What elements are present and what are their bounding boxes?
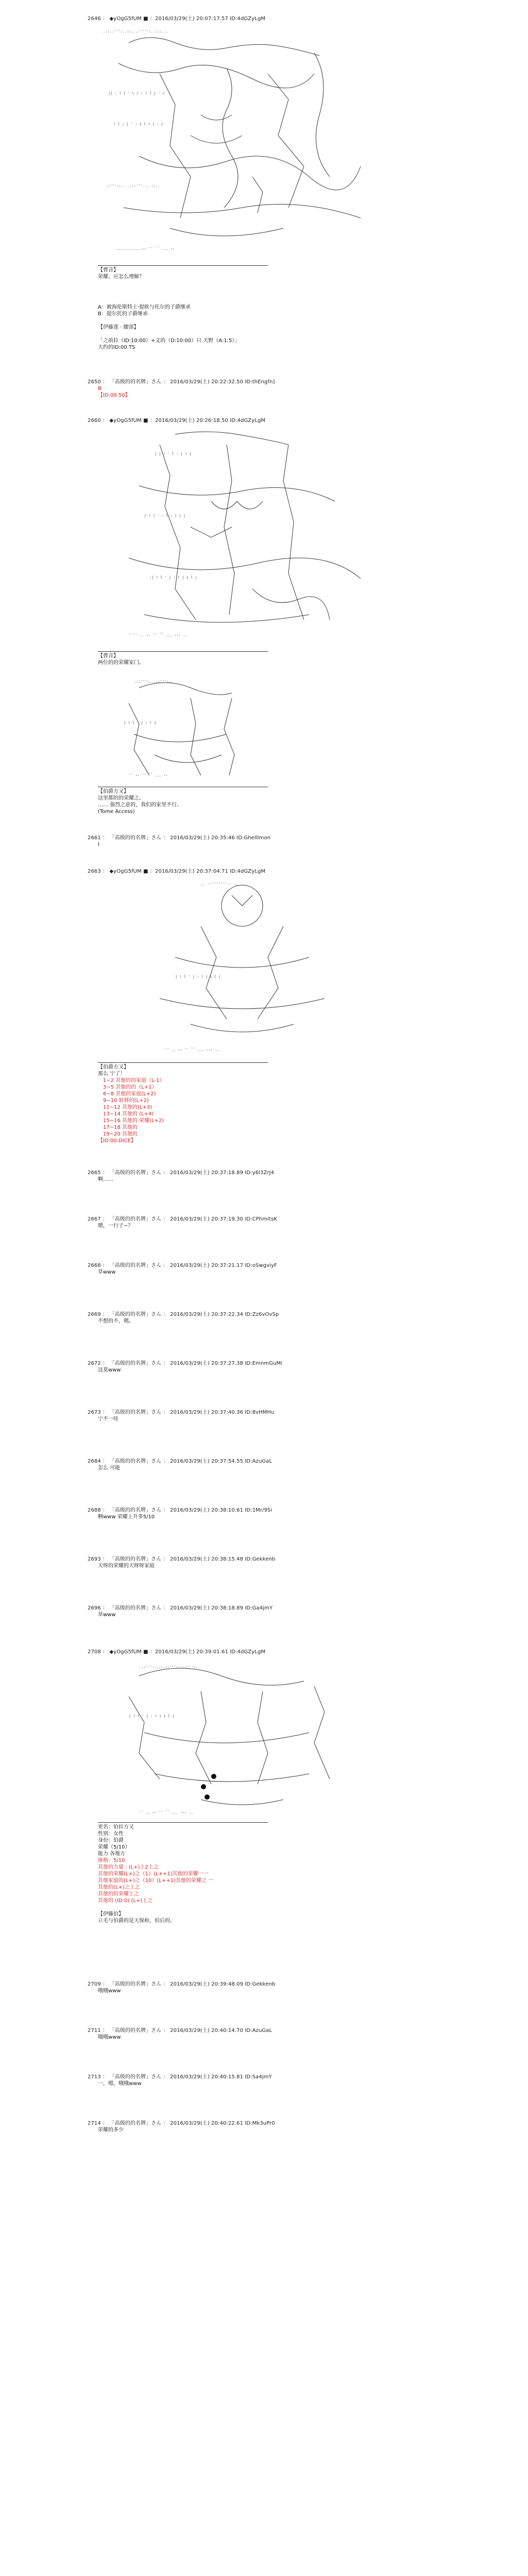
caption-line: 更名：伯拉方又 — [98, 1824, 134, 1830]
stat-line: 其他的力量 : (L+)上2上之 — [98, 1865, 159, 1870]
post-header: 2668 ： 「高级的的名牌」さん ： 2016/03/29(土) 20:37:21.17 ID:oSwgviyF — [88, 1263, 277, 1268]
post-header: 2669 ： 「高级的的名牌」さん ： 2016/03/29(土) 20:37:22.34 ID:Zz6vOvSp — [88, 1312, 279, 1317]
caption-line: (Tome Access) — [98, 809, 135, 815]
thread-post — [88, 2074, 402, 2087]
post-line: 怎么 可能 — [98, 1465, 121, 1471]
caption-line: 【曹音】 — [98, 653, 118, 659]
thread-post — [88, 1409, 402, 1422]
dice-option: 11~12 其他的(L+3) — [103, 1105, 152, 1110]
stat-line: 体格：5/10 — [98, 1858, 125, 1863]
post-line: 草www — [98, 1612, 116, 1618]
ascii-art-drawing — [98, 1655, 386, 1820]
thread-post — [88, 1981, 402, 1994]
ascii-art-drawing — [98, 22, 386, 264]
post-line: A：被海伦斯特土·提欧与托尔的子爵继承 — [98, 304, 191, 310]
caption-line: 身份：伯爵 — [98, 1838, 124, 1843]
svg-text:.::''':..::.::''':..::''':..: .::''':..::.::''':..::''':.. — [139, 1665, 200, 1669]
svg-text:| ! l ' | : ! | i l |: | ! l ' | : ! | i l | — [175, 975, 221, 979]
svg-text::| ! l ' | : ! | i l |: :| ! l ' | : ! | i l | — [149, 575, 197, 580]
caption-line: 性别：女性 — [98, 1831, 124, 1837]
post-header: 2709 ： 「高级的的名牌」さん ： 2016/03/29(土) 20:39:48.09 ID:Gekkenb — [88, 1981, 276, 1987]
post-header: 2708 ： ◆yOgG5fUM ■ ：2016/03/29(土) 20:39:01.61 ID:4dGZyLgM — [88, 1649, 266, 1655]
svg-text:‐‐ ,, -‐ '' ___ ,,: ‐‐ ,, -‐ '' ___ ,, — [129, 772, 168, 776]
post-line: 大约的ID:00.TS — [98, 345, 135, 350]
thread-post — [88, 1649, 402, 1820]
post-header: 2663 ： ◆yOgG5fUM ■ ：2016/03/29(土) 20:37:04.71 ID:4dGZyLgM — [88, 869, 266, 874]
stat-line: 其他的的荣耀上之 — [98, 1891, 139, 1897]
dice-option: 3~5 其他的的（L+1） — [103, 1084, 157, 1090]
post-line: 【伊藤伯】 — [98, 1911, 124, 1917]
stat-line: 其他的 (ID:0) (L+)上之 — [98, 1898, 153, 1904]
ascii-art-figure-2 — [98, 424, 386, 646]
caption-box — [98, 787, 268, 815]
dice-option: 17~18 其他的 — [103, 1125, 138, 1130]
thread-post — [88, 417, 402, 646]
stat-line: 其他的(L+)之上之 — [98, 1885, 140, 1890]
caption-line: 两位的的荣耀家门。 — [98, 660, 144, 666]
svg-text:____________,, -‐ '' ___ ,,: ____________,, -‐ '' ___ ,, — [116, 246, 175, 250]
caption-line: 荣耀、应怎么理解？ — [98, 274, 144, 280]
post-header: 2661 ： 「高级的的名牌」さん ： 2016/03/29(土) 20:35:46 ID:Ghelllmon — [88, 835, 271, 841]
caption-line: 能力 各地方 — [98, 1851, 126, 1857]
post-line: 哦哦www — [98, 1988, 121, 1994]
svg-text:! l ; | ' : i l ! | : /: ! l ; | ' : i l ! | : / — [113, 122, 163, 126]
post-line: 立毛与伯爵的是天保和，伯后的。 — [98, 1918, 175, 1924]
post-header: 2714 ： 「高级的的名牌」さん ： 2016/03/29(土) 20:40:22.61 ID:Mk3uPr0 — [88, 2121, 275, 2126]
caption-line: 【伯爵方又】 — [98, 789, 129, 794]
caption-line: 【伯爵方又】 — [98, 1064, 129, 1070]
post-header: 2665 ： 「高级的的名牌」さん ： 2016/03/29(土) 20:37:18.89 ID:y6l3ZrJ4 — [88, 1170, 275, 1176]
svg-text:‐‐ __ ,, -‐ '' ___ ,,, __: ‐‐ __ ,, -‐ '' ___ ,,, __ — [139, 1809, 194, 1814]
post-header: 2646 ： ◆yOgG5fUM ■ ：2016/03/29(土) 20:07:17.57 ID:4dGZyLgM — [88, 16, 266, 22]
post-line — [98, 317, 402, 324]
svg-text:| ! l ' | : ! | i l |: | ! l ' | : ! | i l | — [129, 1714, 175, 1718]
caption-line: 这里都的的荣耀之。 — [98, 795, 144, 801]
ascii-art-figure-4 — [98, 875, 386, 1060]
thread-post — [88, 650, 402, 666]
thread-post — [88, 1605, 402, 1618]
post-header: 2688 ： 「高级的的名牌」さん ： 2016/03/29(土) 20:38:10.61 ID:1Mr/9Si — [88, 1507, 272, 1513]
caption-box — [98, 265, 268, 280]
ascii-art-drawing — [98, 875, 386, 1060]
dice-option: 6~8 其他的家庭(L+2) — [103, 1091, 156, 1097]
thread-post — [88, 1170, 402, 1183]
dice-option: 19~20 其他的 — [103, 1131, 138, 1137]
post-line: 「之前拉（ID:10:00）+文的（D:10:00）只 天野（A:1:5）」 — [98, 338, 240, 344]
caption-box — [98, 651, 268, 666]
post-header: 2660 ： ◆yOgG5fUM ■ ：2016/03/29(土) 20:26:18.50 ID:4dGZyLgM — [88, 418, 266, 423]
svg-text:,. -‐'''''''‐- .,: ,. -‐'''''''‐- ., — [201, 882, 238, 886]
thread-post — [88, 835, 402, 848]
thread-post — [88, 2120, 402, 2133]
svg-text:.::..''':..::...:'''':..:::...: .::..''':..::...:'''':..:::... — [103, 29, 168, 33]
thread-post — [88, 1556, 402, 1569]
post-line: 荣耀的多少 — [98, 2127, 124, 2133]
post-line: 一，嗯，哦哦www — [98, 2081, 142, 2087]
thread-post — [88, 1507, 402, 1520]
ascii-art-figure-5 — [98, 1655, 386, 1820]
post-header: 2673 ： 「高级的的名牌」さん ： 2016/03/29(土) 20:37:40.36 ID:8vHMHu — [88, 1410, 275, 1415]
post-header: 2711 ： 「高级的的名牌」さん ： 2016/03/29(土) 20:40:14.70 ID:AzuGaL — [88, 2028, 272, 2033]
post-line: 啊www 荣耀上升多5/10 — [98, 1514, 155, 1520]
thread-post — [88, 1216, 402, 1229]
svg-text:| | ! ' l : | ! i: | | ! ' l : | ! i — [155, 452, 192, 456]
post-header: 2696 ： 「高级的的名牌」さん ： 2016/03/29(土) 20:38:18.89 ID:Ga4jmY — [88, 1605, 273, 1611]
caption-box — [98, 1062, 268, 1077]
post-line: 天呀的荣耀的天呀呀家庭 — [98, 1563, 155, 1569]
post-line: 草www — [98, 1269, 116, 1275]
thread-post — [88, 1458, 402, 1471]
post-line: B：提尔托的子爵继承 — [98, 311, 148, 317]
post-line: B — [98, 386, 101, 392]
caption-box — [98, 1822, 268, 1857]
post-line: 啊…… — [98, 1177, 113, 1182]
post-header: 2667 ： 「高级的的名牌」さん ： 2016/03/29(土) 20:37:19.30 ID:CPhmitsK — [88, 1216, 278, 1222]
svg-text:/ ! | ' : l ; | \ |: / ! | ' : l ; | \ | — [144, 514, 186, 518]
post-line: 嗯，一行子~？ — [98, 1223, 133, 1229]
thread-post — [88, 1061, 402, 1144]
caption-line: 那么 宁了！ — [98, 1071, 126, 1077]
post-line — [98, 1904, 402, 1911]
post-line: 这莫www — [98, 1367, 121, 1373]
dice-roll-tag: 【ID:00.DICE】 — [98, 1138, 136, 1144]
caption-line: 荣耀（5/10） — [98, 1844, 130, 1850]
post-line: 【伊藤莲 · 腰部】 — [98, 325, 139, 330]
thread-post — [88, 672, 402, 815]
dice-option: 13~14 其他的 (L+4) — [103, 1111, 154, 1117]
ascii-art-figure-3 — [98, 672, 283, 786]
post-line — [98, 331, 402, 337]
ascii-art-drawing — [98, 672, 283, 786]
dice-option: 15~16 其他的·荣耀(L+2) — [103, 1118, 164, 1124]
svg-text:.::''':...::''':..: .::''':...::''':.. — [134, 680, 173, 684]
stat-line: 其他家庭的(L+)之（10）(L++1)其他的荣耀之 一 — [98, 1878, 214, 1884]
ascii-art-figure-1 — [98, 22, 386, 264]
thread-post — [88, 304, 402, 351]
thread-post — [88, 1360, 402, 1374]
ascii-art-drawing — [98, 424, 386, 646]
thread-post — [88, 1311, 402, 1325]
thread-post — [88, 1262, 402, 1276]
svg-text:.:'''::.. ..::'''... ::..: .:'''::.. ..::'''... ::.. — [106, 184, 160, 188]
thread-post — [88, 379, 402, 399]
thread-post — [88, 1821, 402, 1924]
post-header: 2672 ： 「高级的的名牌」さん ： 2016/03/29(土) 20:37:27.38 ID:EmnmGuMi — [88, 1361, 283, 1366]
thread-post — [88, 15, 402, 280]
post-line: 【ID:00.50】 — [98, 393, 130, 398]
post-line: 不想的不，嗯。 — [98, 1318, 134, 1324]
svg-text:|| : ! | ' \ / : ! l | ' /: || : ! | ' \ / : ! l | ' / — [108, 91, 165, 95]
thread-post — [88, 2027, 402, 2041]
post-header: 2693 ： 「高级的的名牌」さん ： 2016/03/29(土) 20:38:15.48 ID:Gekkenb — [88, 1556, 276, 1562]
post-header: 2650 ： 「高级的的名牌」さん ： 2016/03/29(土) 20:22:32.50 ID:thEngfn] — [88, 379, 275, 385]
post-line: Ⅰ — [98, 842, 99, 848]
caption-line: 【曹音】 — [98, 267, 118, 273]
post-line: 哦哦www — [98, 2035, 121, 2040]
dice-option: 9~10 转移的(L+2) — [103, 1098, 149, 1104]
thread-post — [88, 868, 402, 1060]
stat-line: 其他的荣耀(L+)之（1）(L++1)其他的荣耀一一 — [98, 1871, 209, 1877]
dice-option: 1~2 其他的的家庭（L-1） — [103, 1078, 165, 1083]
svg-text:‐‐‐‐ __ ,, -‐ '' ___ ,,, __: ‐‐‐‐ __ ,, -‐ '' ___ ,,, __ — [129, 632, 188, 636]
svg-text:‐‐ __ ,, -‐ '' ___ ,,, __: ‐‐ __ ,, -‐ '' ___ ,,, __ — [165, 1047, 219, 1051]
post-line: 宁不一哇 — [98, 1416, 118, 1422]
post-header: 2713 ： 「高级的的名牌」さん ： 2016/03/29(土) 20:40:15.81 ID:Sa4jmY — [88, 2074, 272, 2080]
post-header: 2684 ： 「高级的的名牌」さん ： 2016/03/29(土) 20:37:54.55 ID:AzuGaL — [88, 1459, 272, 1464]
svg-text:| ! l ' | : ! |: | ! l ' | : ! | — [124, 721, 157, 725]
caption-line: …… 强烈之意的，我们的家里不行。 — [98, 802, 182, 808]
